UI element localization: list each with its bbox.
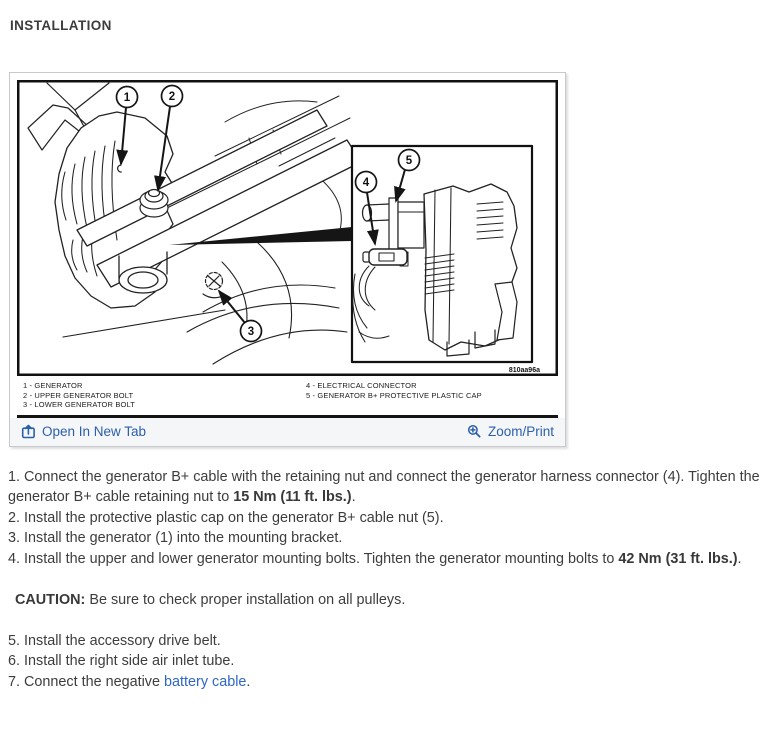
svg-text:2: 2 <box>168 91 176 103</box>
figure-legend <box>10 376 565 414</box>
battery-cable-link[interactable]: battery cable <box>164 673 247 690</box>
electrical-connector <box>363 249 407 265</box>
callout-5 <box>399 150 420 171</box>
zoom-print-icon <box>467 424 482 439</box>
instruction-step-4: 4. Install the upper and lower generator mounting bolts. Tighten the generator mounting bolts to 42 Nm (31 ft. lbs.). <box>8 550 742 567</box>
figure-panel <box>9 72 566 447</box>
legend-item: 3 - LOWER GENERATOR BOLT <box>23 400 135 409</box>
svg-text:3: 3 <box>247 326 255 338</box>
instruction-step-2: 2. Install the protective plastic cap on the generator B+ cable nut (5). <box>8 509 444 526</box>
callout-2 <box>162 86 183 107</box>
protective-cap <box>389 198 398 252</box>
svg-text:1: 1 <box>123 92 131 104</box>
generator-diagram <box>17 80 558 376</box>
instruction-step-6: 6. Install the right side air inlet tube. <box>8 653 235 669</box>
open-in-new-tab-link[interactable] <box>21 424 146 439</box>
instructions-section <box>0 467 772 693</box>
open-in-new-tab-label: Open In New Tab <box>42 424 147 439</box>
open-in-new-tab-icon <box>21 424 36 439</box>
legend-item: 4 - ELECTRICAL CONNECTOR <box>306 381 417 390</box>
legend-item: 1 - GENERATOR <box>23 381 83 390</box>
callout-1 <box>117 87 138 108</box>
callout-4 <box>356 172 377 193</box>
zoom-print-label: Zoom/Print <box>487 424 554 439</box>
svg-text:4: 4 <box>362 177 370 189</box>
legend-item: 5 - GENERATOR B+ PROTECTIVE PLASTIC CAP <box>306 390 482 400</box>
figure-toolbar <box>10 418 565 446</box>
legend-item: 2 - UPPER GENERATOR BOLT <box>23 390 134 400</box>
figure-code: 810aa96a <box>508 367 540 374</box>
instruction-step-1: 1. Connect the generator B+ cable with the retaining nut and connect the generator harness connector (4). Tighten the generator B+ cable retaining nut to 15 Nm (11 ft. lbs.). <box>8 468 760 505</box>
page-title: INSTALLATION <box>10 18 112 33</box>
upper-bolt <box>140 190 168 218</box>
instruction-step-5: 5. Install the accessory drive belt. <box>8 632 221 649</box>
callout-3 <box>241 321 262 342</box>
instruction-step-7: 7. Connect the negative battery cable. <box>8 673 251 690</box>
zoom-print-link[interactable] <box>467 424 554 439</box>
caution-note: CAUTION: Be sure to check proper installation on all pulleys. <box>15 591 406 608</box>
instruction-step-3: 3. Install the generator (1) into the mounting bracket. <box>8 530 343 546</box>
svg-text:5: 5 <box>405 155 413 167</box>
